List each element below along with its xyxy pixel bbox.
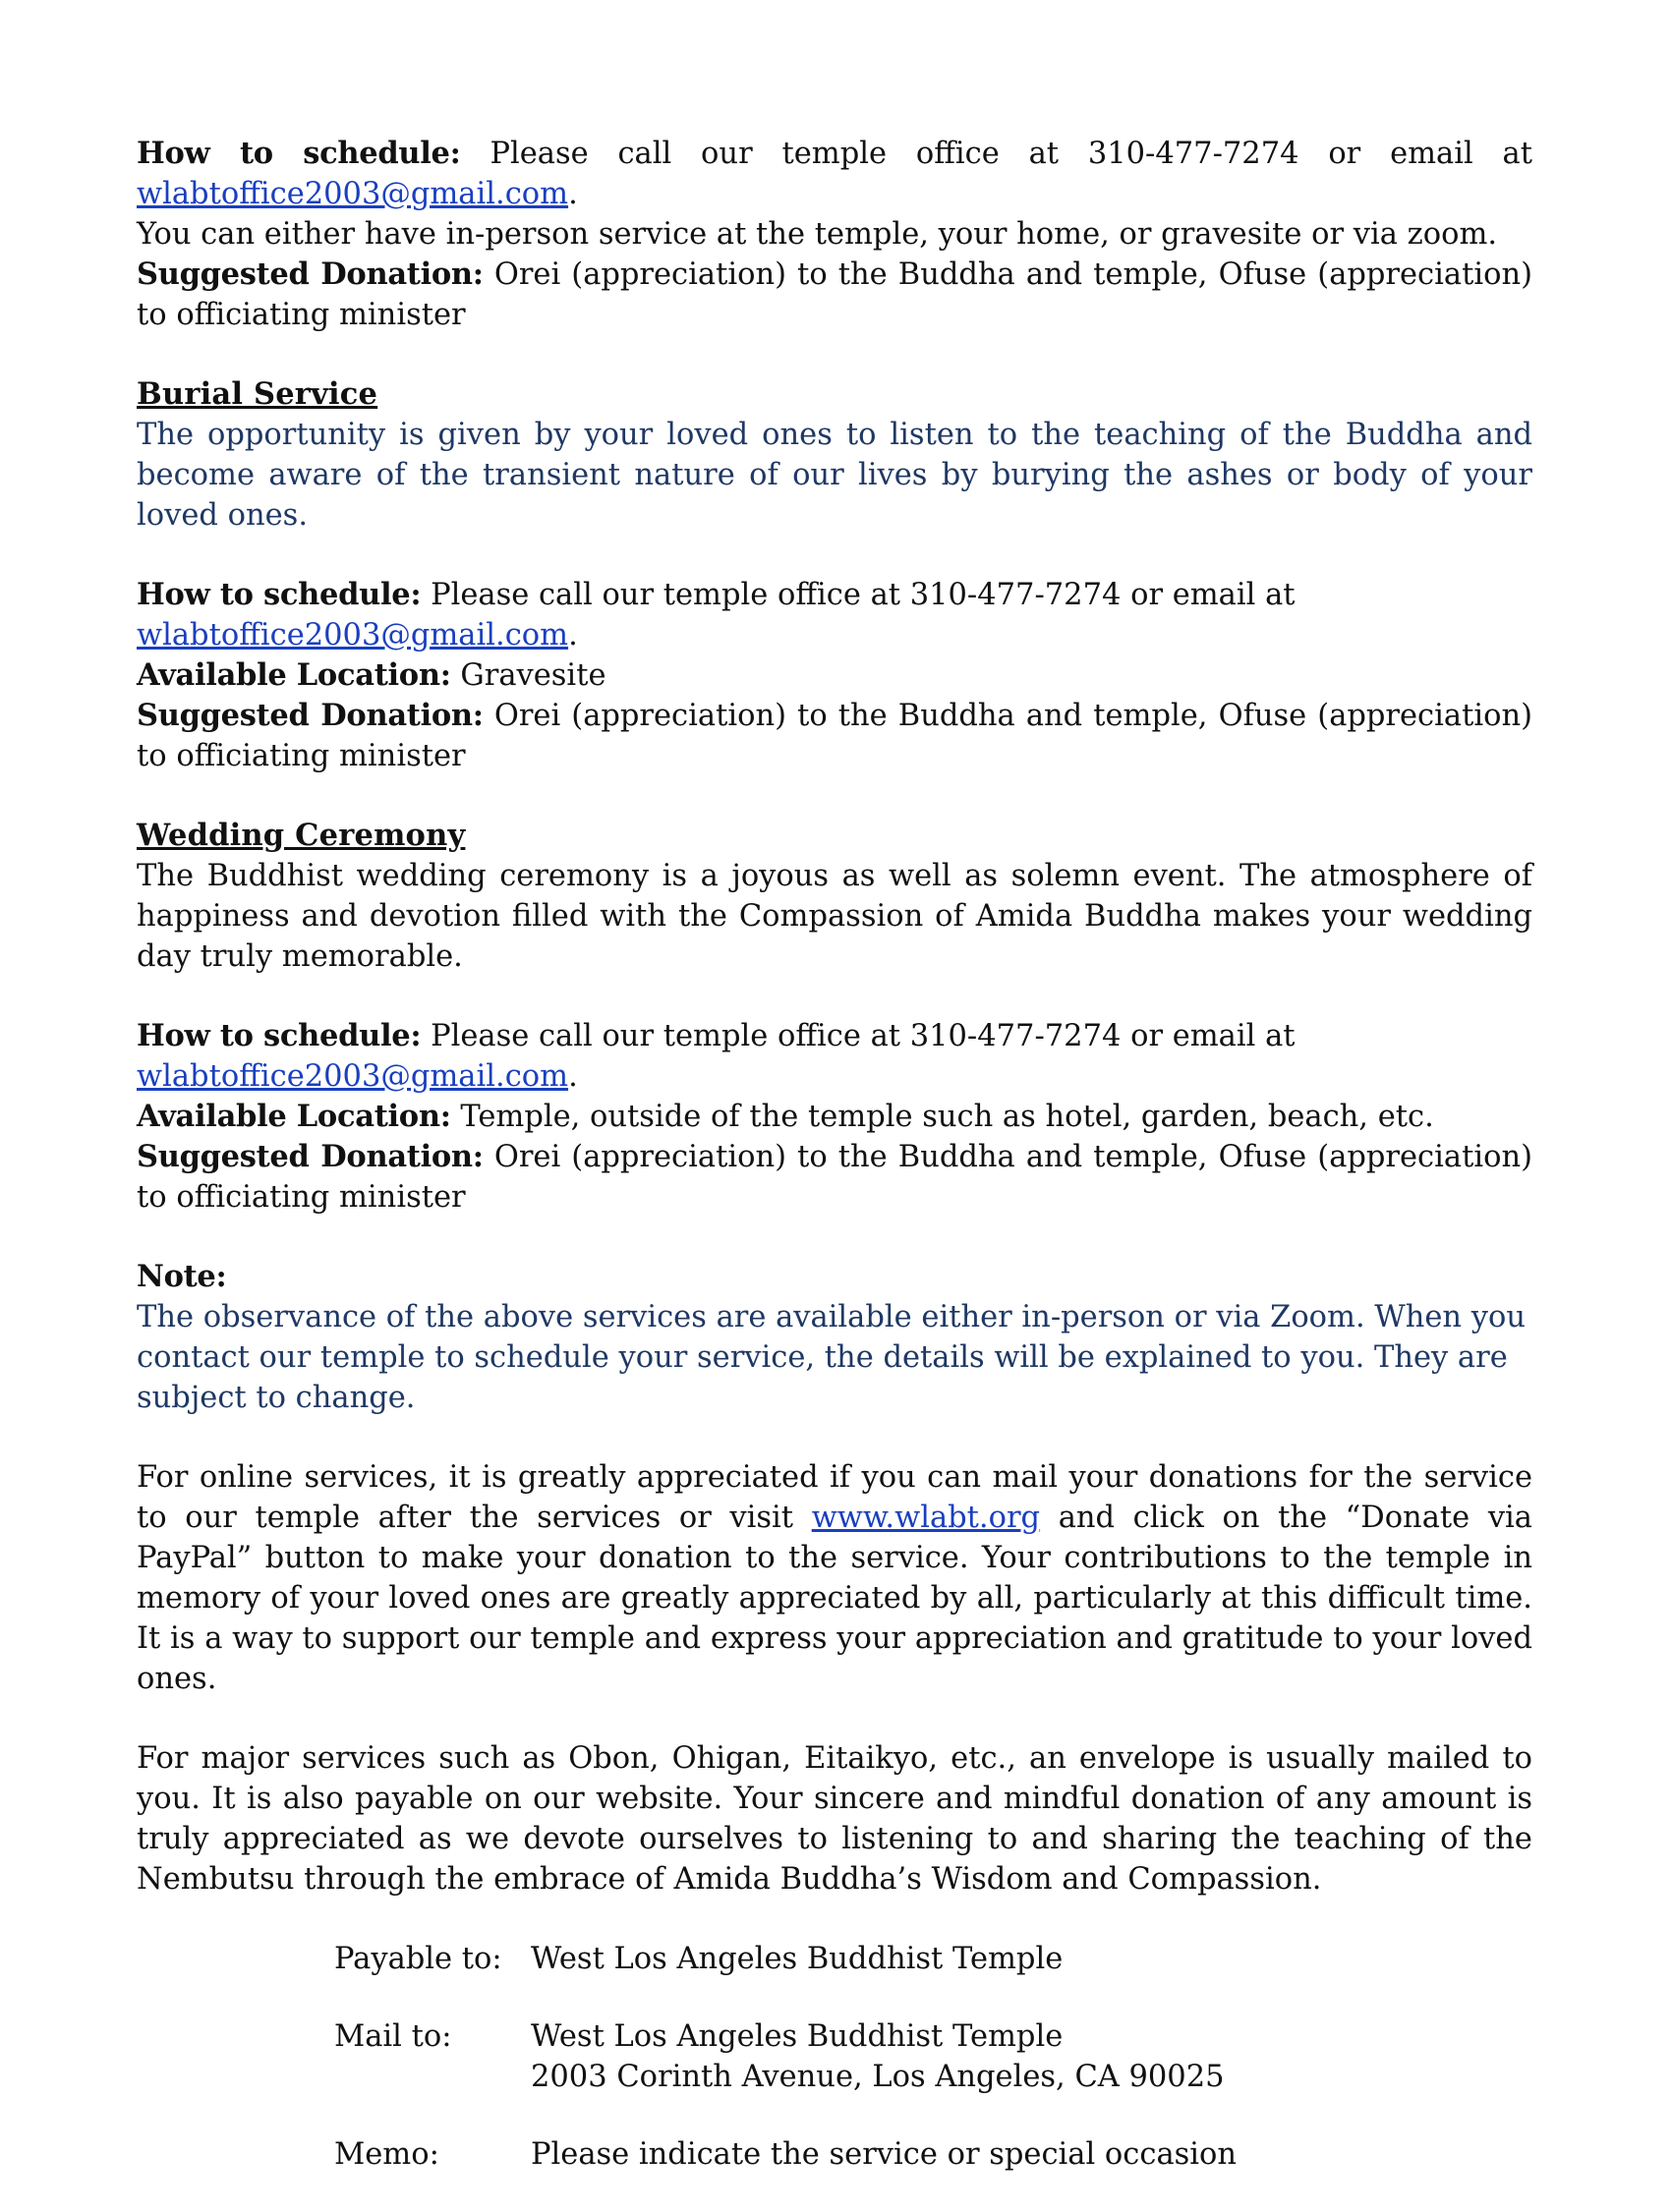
available-location-label: Available Location: <box>137 657 451 693</box>
how-to-schedule-text: Please call our temple office at 310-477-7274 or email at <box>431 1019 1296 1053</box>
how-to-schedule-line <box>137 134 1532 214</box>
email-link[interactable]: wlabtoffice2003@gmail.com <box>137 1059 569 1094</box>
suggested-donation-line <box>137 1137 1532 1218</box>
period: . <box>568 177 578 211</box>
wedding-ceremony-section <box>137 816 1532 1218</box>
note-label: Note: <box>137 1259 227 1294</box>
mail-to-label: Mail to: <box>334 2019 452 2054</box>
suggested-donation-label: Suggested Donation: <box>137 256 484 292</box>
suggested-donation-label: Suggested Donation: <box>137 698 484 733</box>
spacer <box>137 1900 1532 1939</box>
how-to-schedule-label: How to schedule: <box>137 577 422 612</box>
suggested-donation-text: Orei (appreciation) to the Buddha and temple, Ofuse (appreciation) to officiating minister <box>137 257 1532 332</box>
burial-service-title: Burial Service <box>137 376 378 412</box>
major-services-paragraph: For major services such as Obon, Ohigan, Eitaikyo, etc., an envelope is usually mailed to you. It is also payable on our website. Your sincere and mindful donation of any amount is truly appreciated as we devote ourselves to listening to and sharing the teaching of the Nembutsu through the embrace of Amida Buddha’s Wisdom and Compassion. <box>137 1741 1532 1897</box>
memo-row <box>334 2134 1532 2175</box>
mail-to-line1: West Los Angeles Buddhist Temple <box>531 2019 1064 2054</box>
how-to-schedule-text: Please call our temple office at 310-477-7274 or email at <box>431 578 1296 612</box>
spacer <box>137 1418 1532 1457</box>
how-to-schedule-line <box>137 1016 1532 1097</box>
available-location-text: Temple, outside of the temple such as hotel, garden, beach, etc. <box>460 1100 1434 1134</box>
note-text: The observance of the above services are available either in-person or via Zoom. When you contact our temple to schedule your service, the details will be explained to you. They are subject to change. <box>137 1300 1526 1415</box>
top-service-details <box>137 134 1532 335</box>
mail-to-row <box>334 2016 1532 2097</box>
spacer <box>137 1699 1532 1738</box>
period: . <box>568 618 578 652</box>
payable-to-value: West Los Angeles Buddhist Temple <box>531 1942 1064 1976</box>
spacer <box>137 977 1532 1016</box>
suggested-donation-line <box>137 696 1532 776</box>
how-to-schedule-line <box>137 575 1532 655</box>
available-location-text: Gravesite <box>460 658 606 693</box>
online-services-paragraph <box>137 1457 1532 1699</box>
online-text-before: For online services, it is greatly appreciated if you can mail your donations for the service to our temple after the services or visit <box>137 1460 1532 1535</box>
online-text-after: and click on the “Donate via PayPal” button to make your donation to the service. Your contributions to the temple in memory of your loved ones are greatly appreciated by all, particularly at this difficult time. It is a way to support our temple and express your appreciation and gratitude to your loved ones. <box>137 1501 1532 1696</box>
suggested-donation-text: Orei (appreciation) to the Buddha and temple, Ofuse (appreciation) to officiating minister <box>137 699 1532 773</box>
service-location-line: You can either have in-person service at the temple, your home, or gravesite or via zoom. <box>137 217 1498 252</box>
available-location-line <box>137 1097 1532 1137</box>
burial-service-section <box>137 374 1532 776</box>
suggested-donation-line <box>137 255 1532 335</box>
suggested-donation-text: Orei (appreciation) to the Buddha and temple, Ofuse (appreciation) to officiating minister <box>137 1140 1532 1215</box>
wedding-ceremony-title: Wedding Ceremony <box>137 818 466 853</box>
mail-to-line2: 2003 Corinth Avenue, Los Angeles, CA 90025 <box>531 2060 1225 2094</box>
how-to-schedule-label: How to schedule: <box>137 136 461 171</box>
mail-to-address <box>531 2016 1532 2097</box>
spacer <box>137 776 1532 816</box>
payable-to-label: Payable to: <box>334 1942 502 1976</box>
document-page <box>137 134 1532 2212</box>
spacer <box>137 1218 1532 1257</box>
period: . <box>568 1059 578 1094</box>
email-link[interactable]: wlabtoffice2003@gmail.com <box>137 177 569 211</box>
memo-value: Please indicate the service or special occasion <box>531 2137 1238 2172</box>
how-to-schedule-text: Please call our temple office at 310-477-7274 or email at <box>490 137 1533 171</box>
wedding-ceremony-description: The Buddhist wedding ceremony is a joyous as well as solemn event. The atmosphere of happiness and devotion filled with the Compassion of Amida Buddha makes your wedding day truly memorable. <box>137 859 1532 974</box>
available-location-line <box>137 655 1532 696</box>
available-location-label: Available Location: <box>137 1099 451 1134</box>
memo-label: Memo: <box>334 2137 439 2172</box>
website-link[interactable]: www.wlabt.org <box>811 1501 1041 1535</box>
suggested-donation-label: Suggested Donation: <box>137 1139 484 1174</box>
how-to-schedule-label: How to schedule: <box>137 1018 422 1053</box>
email-link[interactable]: wlabtoffice2003@gmail.com <box>137 618 569 652</box>
payable-to-row <box>334 1939 1532 1979</box>
spacer <box>137 536 1532 575</box>
note-section <box>137 1257 1532 1418</box>
burial-service-description: The opportunity is given by your loved ones to listen to the teaching of the Buddha and become aware of the transient nature of our lives by burying the ashes or body of your loved ones. <box>137 418 1532 533</box>
spacer <box>137 335 1532 374</box>
payment-info <box>334 1939 1532 2175</box>
